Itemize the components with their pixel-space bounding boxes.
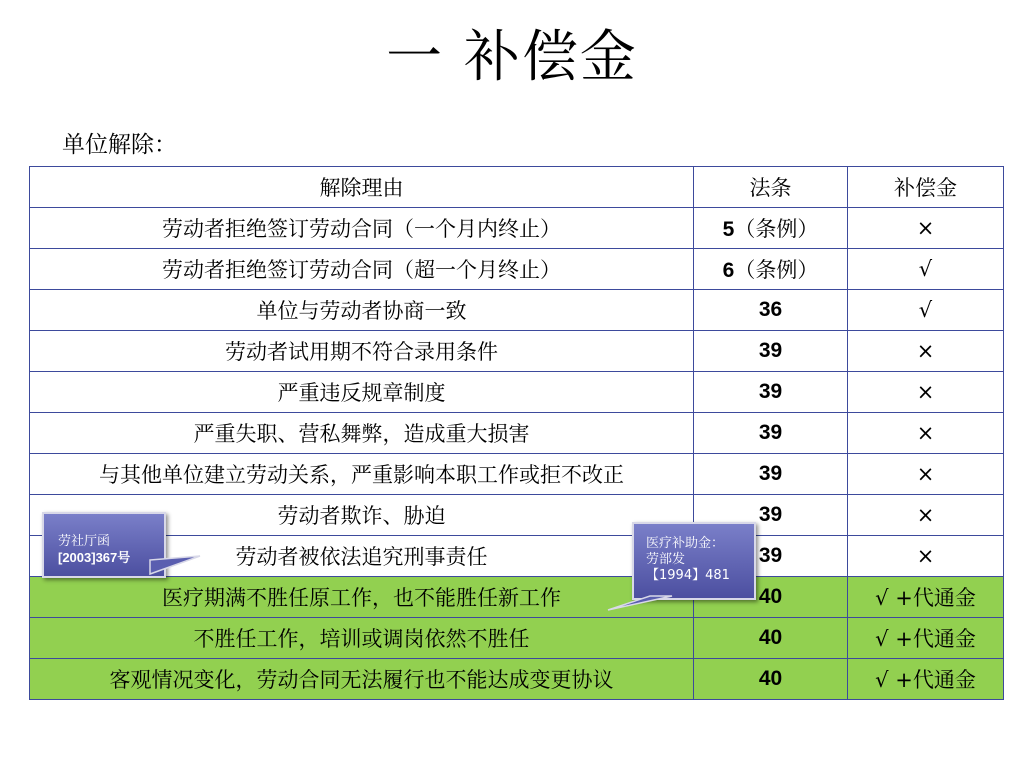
table-row bbox=[30, 618, 1004, 659]
cell-reason: 不胜任工作，培训或调岗依然不胜任 bbox=[30, 618, 694, 659]
cell-compensation: × bbox=[848, 208, 1004, 249]
law-number: 40 bbox=[758, 667, 783, 690]
cell-compensation: √ bbox=[848, 290, 1004, 331]
header-law: 法条 bbox=[694, 167, 848, 208]
cell-compensation: √ +代通金 bbox=[848, 659, 1004, 700]
header-reason: 解除理由 bbox=[30, 167, 694, 208]
cell-reason: 单位与劳动者协商一致 bbox=[30, 290, 694, 331]
table-row bbox=[30, 536, 1004, 577]
table-row bbox=[30, 208, 1004, 249]
cell-reason: 劳动者试用期不符合录用条件 bbox=[30, 331, 694, 372]
cell-reason: 与其他单位建立劳动关系，严重影响本职工作或拒不改正 bbox=[30, 454, 694, 495]
callout-right-line2: 劳部发 bbox=[646, 552, 686, 567]
table-body bbox=[30, 208, 1004, 700]
cell-law bbox=[694, 454, 848, 495]
cell-compensation: × bbox=[848, 495, 1004, 536]
law-number: 39 bbox=[758, 462, 783, 485]
section-subtitle: 单位解除： bbox=[62, 132, 177, 158]
cell-law bbox=[694, 249, 848, 290]
law-suffix: （条例） bbox=[734, 258, 819, 282]
cell-reason: 客观情况变化，劳动合同无法履行也不能达成变更协议 bbox=[30, 659, 694, 700]
cell-compensation: √ +代通金 bbox=[848, 618, 1004, 659]
cell-compensation: × bbox=[848, 454, 1004, 495]
table-row bbox=[30, 454, 1004, 495]
callout-left-line2: [2003]367号 bbox=[58, 550, 131, 565]
table-row bbox=[30, 331, 1004, 372]
law-number: 36 bbox=[758, 298, 783, 321]
cell-compensation: × bbox=[848, 372, 1004, 413]
cell-law bbox=[694, 208, 848, 249]
table-row bbox=[30, 495, 1004, 536]
cell-compensation: × bbox=[848, 413, 1004, 454]
table-row bbox=[30, 659, 1004, 700]
table-row bbox=[30, 372, 1004, 413]
cell-law bbox=[694, 372, 848, 413]
callout-right-line1: 医疗补助金： bbox=[646, 536, 725, 551]
law-number: 39 bbox=[758, 339, 783, 362]
cell-reason: 严重违反规章制度 bbox=[30, 372, 694, 413]
cell-compensation: × bbox=[848, 536, 1004, 577]
table-row bbox=[30, 413, 1004, 454]
law-number: 39 bbox=[758, 503, 783, 526]
law-number: 39 bbox=[758, 380, 783, 403]
table-header-row bbox=[30, 167, 1004, 208]
cell-law bbox=[694, 413, 848, 454]
law-number: 5 bbox=[722, 218, 735, 241]
cell-reason: 劳动者拒绝签订劳动合同（超一个月终止） bbox=[30, 249, 694, 290]
table-row bbox=[30, 249, 1004, 290]
cell-compensation: √ +代通金 bbox=[848, 577, 1004, 618]
cell-reason: 医疗期满不胜任原工作，也不能胜任新工作 bbox=[30, 577, 694, 618]
law-number: 40 bbox=[758, 585, 783, 608]
law-number: 6 bbox=[722, 259, 735, 282]
cell-law bbox=[694, 290, 848, 331]
cell-law bbox=[694, 659, 848, 700]
callout-left-line1: 劳社厅函 bbox=[58, 534, 111, 549]
cell-law bbox=[694, 618, 848, 659]
table-row bbox=[30, 577, 1004, 618]
law-suffix: （条例） bbox=[734, 217, 819, 241]
cell-compensation: × bbox=[848, 331, 1004, 372]
cell-reason: 劳动者欺诈、胁迫 bbox=[30, 495, 694, 536]
compensation-table bbox=[29, 166, 1004, 700]
cell-compensation: √ bbox=[848, 249, 1004, 290]
law-number: 39 bbox=[758, 544, 783, 567]
table-row bbox=[30, 290, 1004, 331]
cell-reason: 严重失职、营私舞弊，造成重大损害 bbox=[30, 413, 694, 454]
page-title: 一 补偿金 bbox=[386, 25, 638, 90]
header-compensation: 补偿金 bbox=[848, 167, 1004, 208]
callout-right bbox=[632, 522, 756, 600]
cell-reason: 劳动者拒绝签订劳动合同（一个月内终止） bbox=[30, 208, 694, 249]
callout-left bbox=[42, 512, 166, 578]
cell-reason: 劳动者被依法追究刑事责任 bbox=[30, 536, 694, 577]
law-number: 40 bbox=[758, 626, 783, 649]
law-number: 39 bbox=[758, 421, 783, 444]
cell-law bbox=[694, 331, 848, 372]
callout-right-line3: 【1994】481 bbox=[646, 568, 730, 583]
